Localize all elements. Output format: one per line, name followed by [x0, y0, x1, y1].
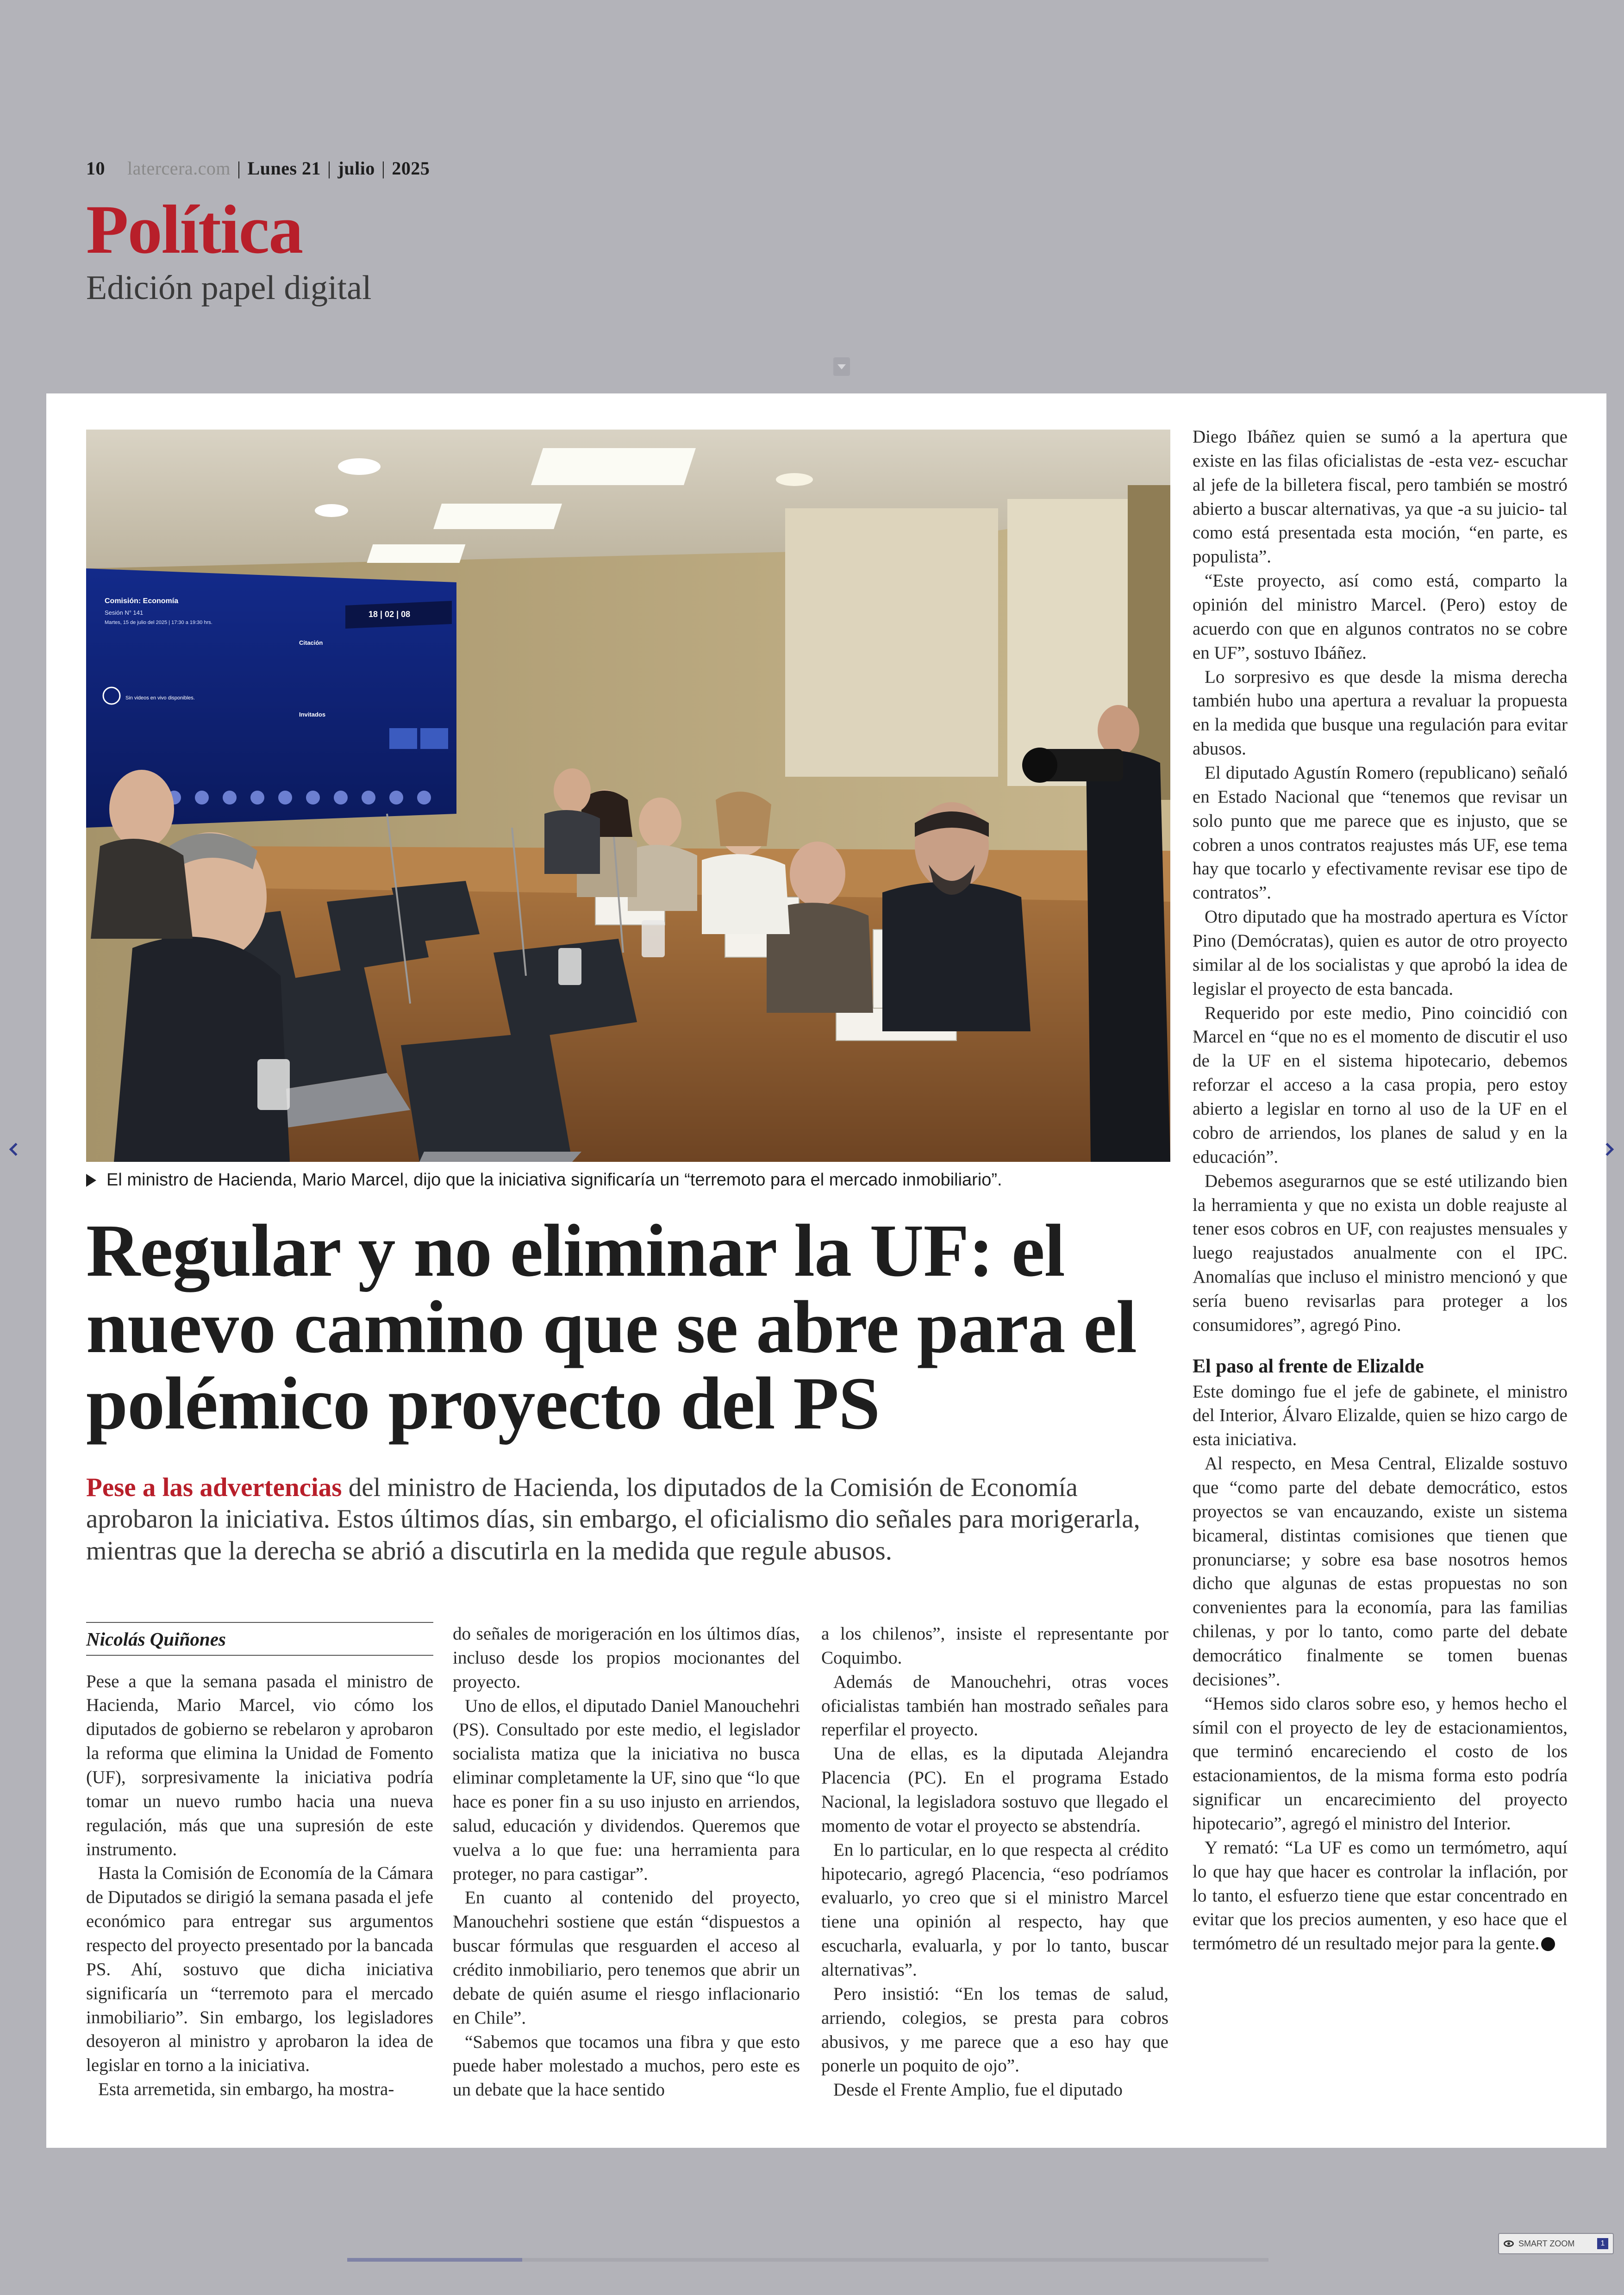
paragraph: En cuanto al contenido del proyecto, Manouchehri sostiene que están “dispuestos a buscar fórmulas que resguarden el acceso al crédito inmobiliario, pero tenemos que abrir un debate de quién asume el riesgo inflacionario en Chile”.: [453, 1888, 800, 2028]
paragraph: “Este proyecto, así como está, comparto la opinión del ministro Marcel. (Pero) estoy de acuerdo con que en algunos contratos no se cobre en UF”, sostuvo Ibáñez.: [1193, 571, 1568, 663]
next-page-button[interactable]: [1597, 1136, 1618, 1162]
dateline: 10 latercera.com | Lunes 21 | julio | 2025: [86, 158, 430, 179]
screen-clock: 18 | 02 | 08: [369, 610, 411, 619]
paragraph: Una de ellas, es la diputada Alejandra Placencia (PC). En el programa Estado Nacional, la legisladora sostuvo que llegado el momento de votar el proyecto se abstendría.: [821, 1744, 1168, 1836]
page-number: 10: [86, 158, 105, 179]
paragraph: Uno de ellos, el diputado Daniel Manouchehri (PS). Consultado por este medio, el legislador socialista matiza que la iniciativa no busca eliminar completamente la UF, sino que “lo que hace es poner fin a su uso injusto en arriendos, salud, educación y dividendos. Queremos que vuelva a lo que fue: una herramienta para proteger, no para castigar”.: [453, 1696, 800, 1884]
paragraph: Otro diputado que ha mostrado apertura es Víctor Pino (Demócratas), quien es autor de otro proyecto similar al de los socialistas y que aprobó la idea de legislar el proyecto de esta bancada.: [1193, 907, 1568, 999]
paragraph: Lo sorpresivo es que desde la misma derecha también hubo una apertura a revaluar la propuesta en la medida que busque una regulación para evitar abusos.: [1193, 667, 1568, 759]
zoom-count-badge: 1: [1597, 2238, 1608, 2249]
paragraph: El diputado Agustín Romero (republicano) señaló en Estado Nacional que “tenemos que revisar un solo punto que me parece que es injusto, que se cobren a unos contratos reajustes más UF, ese tema hay que tocarlo y efectivamente revisar ese tipo de contratos”.: [1193, 763, 1568, 903]
paragraph: Diego Ibáñez quien se sumó a la apertura que existe en las filas oficialistas de -esta vez- escuchar al jefe de la billetera fiscal, pero también se mostró abierto a buscar alternativas, ya que -a su juicio- tal como está presentada esta moción, “en parte, es populista”.: [1193, 427, 1568, 567]
date-year: 2025: [392, 158, 430, 179]
paragraph: Debemos asegurarnos que se esté utilizando bien la herramienta y que no exista un doble reajuste al tener esos cobros en UF, con reajustes mensuales y luego reajustados anualmente con el IPC. Anomalías que incluso el ministro mencionó y que sería bueno revisarlas para proteger a los consumidores”, agregó Pino.: [1193, 1171, 1568, 1335]
paragraph: Además de Manouchehri, otras voces oficialistas también han mostrado señales para reperfilar el proyecto.: [821, 1671, 1168, 1740]
article-column-4: [1193, 425, 1568, 1956]
page-progress-fill: [347, 2258, 522, 2262]
caption-text: El ministro de Hacienda, Mario Marcel, dijo que la iniciativa significaría un “terremoto para el mercado inmobiliario”.: [106, 1170, 1002, 1190]
smart-zoom-label: SMART ZOOM: [1518, 2239, 1575, 2248]
section-title: Política: [86, 191, 303, 268]
page-header: [86, 157, 430, 305]
paragraph: Requerido por este medio, Pino coincidió con Marcel en “que no es el momento de discutir el uso de la UF en el sistema hipotecario, debemos reforzar el acceso a la casa propia, pero estoy abierto a legislar en torno al uso de la UF en el cobro de arriendos, los planes de salud y en la educación”.: [1193, 1003, 1568, 1167]
collapse-header-button[interactable]: [833, 357, 850, 376]
eye-icon: [1504, 2240, 1514, 2247]
byline: Nicolás Quiñones: [86, 1622, 433, 1656]
end-mark-icon: [1541, 1937, 1555, 1951]
site-name: latercera.com: [127, 158, 231, 179]
caption-triangle-icon: [86, 1174, 96, 1187]
paragraph: Desde el Frente Amplio, fue el diputado: [833, 2080, 1123, 2100]
paragraph: “Sabemos que tocamos una fibra y que esto puede haber molestado a muchos, pero este es un debate que la hace sentido: [453, 2032, 800, 2100]
paragraph: “Hemos sido claros sobre eso, y hemos hecho el símil con el proyecto de ley de estacionamientos, que terminó encareciendo el costo de los estacionamientos, de la misma forma esto podría significar un encarecimiento del proyecto hipotecario”, agregó el ministro del Interior.: [1193, 1693, 1568, 1834]
photo-caption: [86, 1170, 1170, 1190]
date-day: Lunes 21: [247, 158, 321, 179]
chevron-down-icon: [837, 364, 846, 369]
article-headline: Regular y no eliminar la UF: el nuevo camino que se abre para el polémico proyecto del PS: [86, 1210, 1137, 1446]
newspaper-page: [46, 393, 1606, 2148]
screen-session: Sesión N° 141: [105, 609, 144, 616]
screen-date: Martes, 15 de julio del 2025 | 17:30 a 19:30 hrs.: [105, 620, 212, 625]
article-column-1: [86, 1622, 433, 2102]
paragraph: En lo particular, en lo que respecta al crédito hipotecario, agregó Placencia, “eso podríamos evaluarlo, yo creo que si el ministro Marcel tiene una opinión al respecto, hay que escucharla, evaluarla, y por lo tanto, buscar alternativas”.: [821, 1840, 1168, 1980]
edition-label: Edición papel digital: [86, 269, 372, 307]
article-photo: [86, 430, 1170, 1162]
chevron-left-icon: [9, 1143, 22, 1156]
paragraph-last-text: Y remató: “La UF es como un termómetro, aquí lo que hay que hacer es controlar la inflación, por lo tanto, el esfuerzo tiene que estar concentrado en evitar que los precios aumenten, y eso hace que el termómetro dé un resultado mejor para la gente.: [1193, 1837, 1568, 1954]
screen-citacion: Citación: [299, 639, 323, 646]
deck-lead: Pese a las advertencias: [86, 1473, 342, 1502]
paragraph: Pese a que la semana pasada el ministro de Hacienda, Mario Marcel, vio cómo los diputados de gobierno se rebelaron y aprobaron la reforma que elimina la Unidad de Fomento (UF), sorpresivamente la iniciativa podría tomar un nuevo rumbo hacia una nueva regulación, más que una supresión de este instrumento.: [86, 1671, 433, 1859]
date-month: julio: [337, 158, 375, 179]
deck-text: del ministro de Hacienda, los diputados de la Comisión de Economía aprobaron la iniciativa. Estos últimos días, sin embargo, el oficialismo dio señales para morigerarla, mientras que la derecha se abrió a discutirla en la medida que regule abusos.: [86, 1473, 1140, 1565]
article-column-3: [821, 1622, 1168, 2102]
paragraph: Hasta la Comisión de Economía de la Cámara de Diputados se dirigió la semana pasada el jefe económico para entregar sus argumentos respecto del proyecto presentado por la bancada PS. Ahí, sostuvo que dicha iniciativa significaría un “terremoto para el mercado inmobiliario”. Sin embargo, los legisladores desoyeron al ministro y aprobaron la idea de legislar en torno a la iniciativa.: [86, 1863, 433, 2076]
article-subhead: El paso al frente de Elizalde: [1193, 1355, 1424, 1377]
paragraph: do señales de morigeración en los últimos días, incluso desde los propios mocionantes del proyecto.: [453, 1624, 800, 1692]
paragraph: Al respecto, en Mesa Central, Elizalde sostuvo que “como parte del debate democrático, estos proyectos se van encauzando, existe un sistema bicameral, distintas comisiones que tienen que pronunciarse; y sobre esa base nosotros hemos dicho que algunas de estas propuestas no son convenientes para la economía, para las familias chilenas, y por lo tanto, como parte del debate democrático finalmente se tomen buenas decisiones”.: [1193, 1453, 1568, 1690]
article-deck: [86, 1472, 1179, 1567]
paragraph: Este domingo fue el jefe de gabinete, el ministro del Interior, Álvaro Elizalde, quien se hizo cargo de esta iniciativa.: [1193, 1381, 1568, 1450]
screen-invitados: Invitados: [299, 711, 326, 718]
meeting-room-illustration: [86, 430, 1170, 1162]
paragraph: a los chilenos”, insiste el representante por Coquimbo.: [821, 1624, 1168, 1668]
paragraph: Esta arremetida, sin embargo, ha mostra-: [98, 2079, 394, 2100]
paragraph: Pero insistió: “En los temas de salud, arriendo, colegios, se presta para cobros abusivos, y me parece que a eso hay que ponerle un poquito de ojo”.: [821, 1983, 1168, 2076]
screen-notice: Sin videos en vivo disponibles.: [125, 695, 195, 701]
screen-title: Comisión: Economía: [105, 597, 179, 605]
previous-page-button[interactable]: [6, 1136, 26, 1162]
paragraph-last: [1193, 1836, 1568, 1956]
article-column-2: [453, 1622, 800, 2102]
smart-zoom-button[interactable]: [1498, 2233, 1614, 2254]
chevron-right-icon: [1601, 1143, 1614, 1156]
